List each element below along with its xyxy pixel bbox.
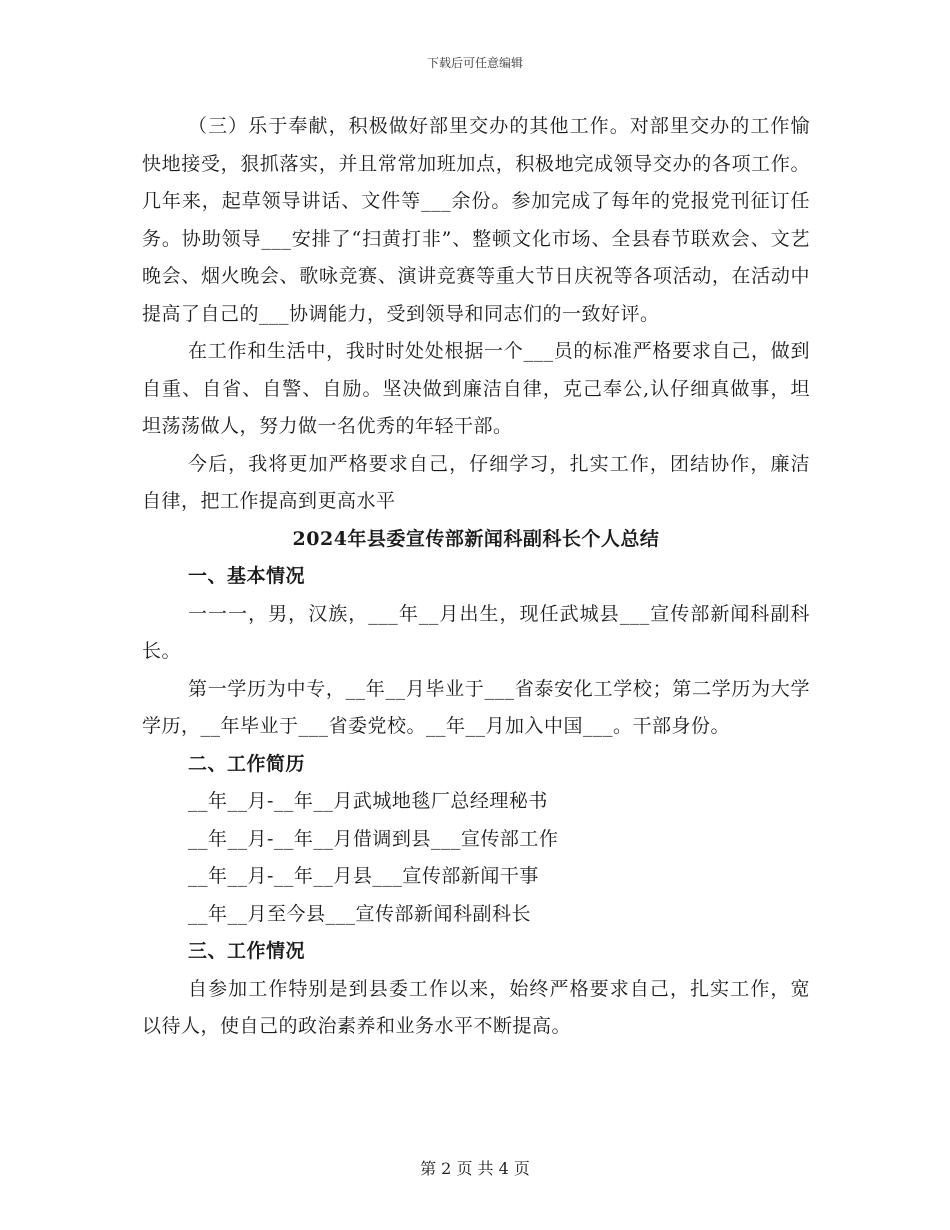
paragraph-dedication: （三）乐于奉献，积极做好部里交办的其他工作。对部里交办的工作愉快地接受，狠抓落实，并且常常加班加点，积极地完成领导交办的各项工作。几年来，起草领导讲话、文件等___余份。参加完成了每年的党报党刊征订任务。协助领导___安排了“扫黄打非”、整顿文化市场、全县春节联欢会、文艺晚会、烟火晚会、歌咏竞赛、演讲竞赛等重大节日庆祝等各项活动，在活动中提高了自己的___协调能力，受到领导和同志们的一致好评。 bbox=[142, 115, 810, 325]
document-title: 2024年县委宣传部新闻科副科长个人总结 bbox=[292, 527, 660, 550]
section-heading-work-status: 三、工作情况 bbox=[188, 940, 306, 962]
paragraph-work-status: 自参加工作特别是到县委工作以来，始终严格要求自己，扎实工作，宽以待人，使自己的政治素养和业务水平不断提高。 bbox=[142, 977, 810, 1037]
work-history-item: __年__月-__年__月武城地毯厂总经理秘书 bbox=[188, 790, 548, 812]
paragraph-personal-info: 一一一，男，汉族，___年__月出生，现任武城县___宣传部新闻科副科长。 bbox=[142, 602, 810, 662]
page-footer: 第 2 页 共 4 页 bbox=[420, 1159, 530, 1178]
section-heading-work-history: 二、工作简历 bbox=[188, 752, 306, 775]
work-history-item: __年__月-__年__月借调到县___宣传部工作 bbox=[188, 827, 559, 850]
page-header: 下载后可任意编辑 bbox=[426, 56, 523, 70]
section-heading-basic-info: 一、基本情况 bbox=[188, 565, 306, 587]
paragraph-future: 今后，我将更加严格要求自己，仔细学习，扎实工作，团结协作，廉洁自律，把工作提高到更高水平 bbox=[142, 452, 810, 512]
work-history-item: __年__月至今县___宣传部新闻科副科长 bbox=[188, 902, 532, 925]
work-history-item: __年__月-__年__月县___宣传部新闻干事 bbox=[188, 865, 539, 887]
paragraph-education: 第一学历为中专，__年__月毕业于___省泰安化工学校；第二学历为大学学历，__年毕业于___省委党校。__年__月加入中国___。干部身份。 bbox=[142, 677, 810, 737]
paragraph-self-discipline: 在工作和生活中，我时时处处根据一个___员的标准严格要求自己，做到自重、自省、自警、自励。坚决做到廉洁自律，克己奉公,认仔细真做事，坦坦荡荡做人，努力做一名优秀的年轻干部。 bbox=[142, 340, 810, 437]
document-body bbox=[142, 108, 810, 1046]
